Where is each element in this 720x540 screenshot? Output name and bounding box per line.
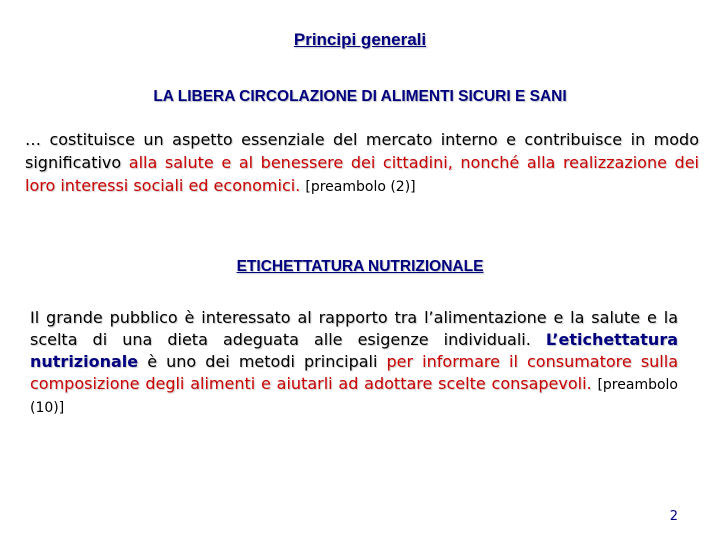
section-heading-free-circulation: LA LIBERA CIRCOLAZIONE DI ALIMENTI SICURI E SANI bbox=[153, 88, 567, 105]
section-heading-nutrition-labelling: ETICHETTATURA NUTRIZIONALE bbox=[236, 258, 484, 275]
section2-text-bold: L’etichettatura nutrizionale bbox=[30, 330, 678, 371]
section2-text-highlight: per informare il consumatore sulla composizione degli alimenti e aiutarli ad adottare scelte consapevoli. bbox=[30, 352, 678, 393]
section2-paragraph bbox=[30, 307, 678, 419]
page-number: 2 bbox=[669, 509, 678, 524]
section2-text-middle: è uno dei metodi principali bbox=[138, 352, 387, 371]
section1-text-highlight: alla salute e al benessere dei cittadini, nonché alla realizzazione dei loro interessi sociali ed economici. bbox=[25, 153, 699, 195]
section1-paragraph bbox=[25, 128, 699, 199]
section1-text-main: … costituisce un aspetto essenziale del mercato interno e contribuisce in modo significativo bbox=[25, 130, 699, 172]
section2-reference: [preambolo (10)] bbox=[30, 377, 678, 416]
section1-reference: [preambolo (2)] bbox=[305, 179, 416, 195]
slide-title: Principi generali bbox=[293, 30, 427, 49]
section2-text-intro: Il grande pubblico è interessato al rapporto tra l’alimentazione e la salute e la scelta di una dieta adeguata alle esigenze individuali. bbox=[30, 308, 678, 349]
